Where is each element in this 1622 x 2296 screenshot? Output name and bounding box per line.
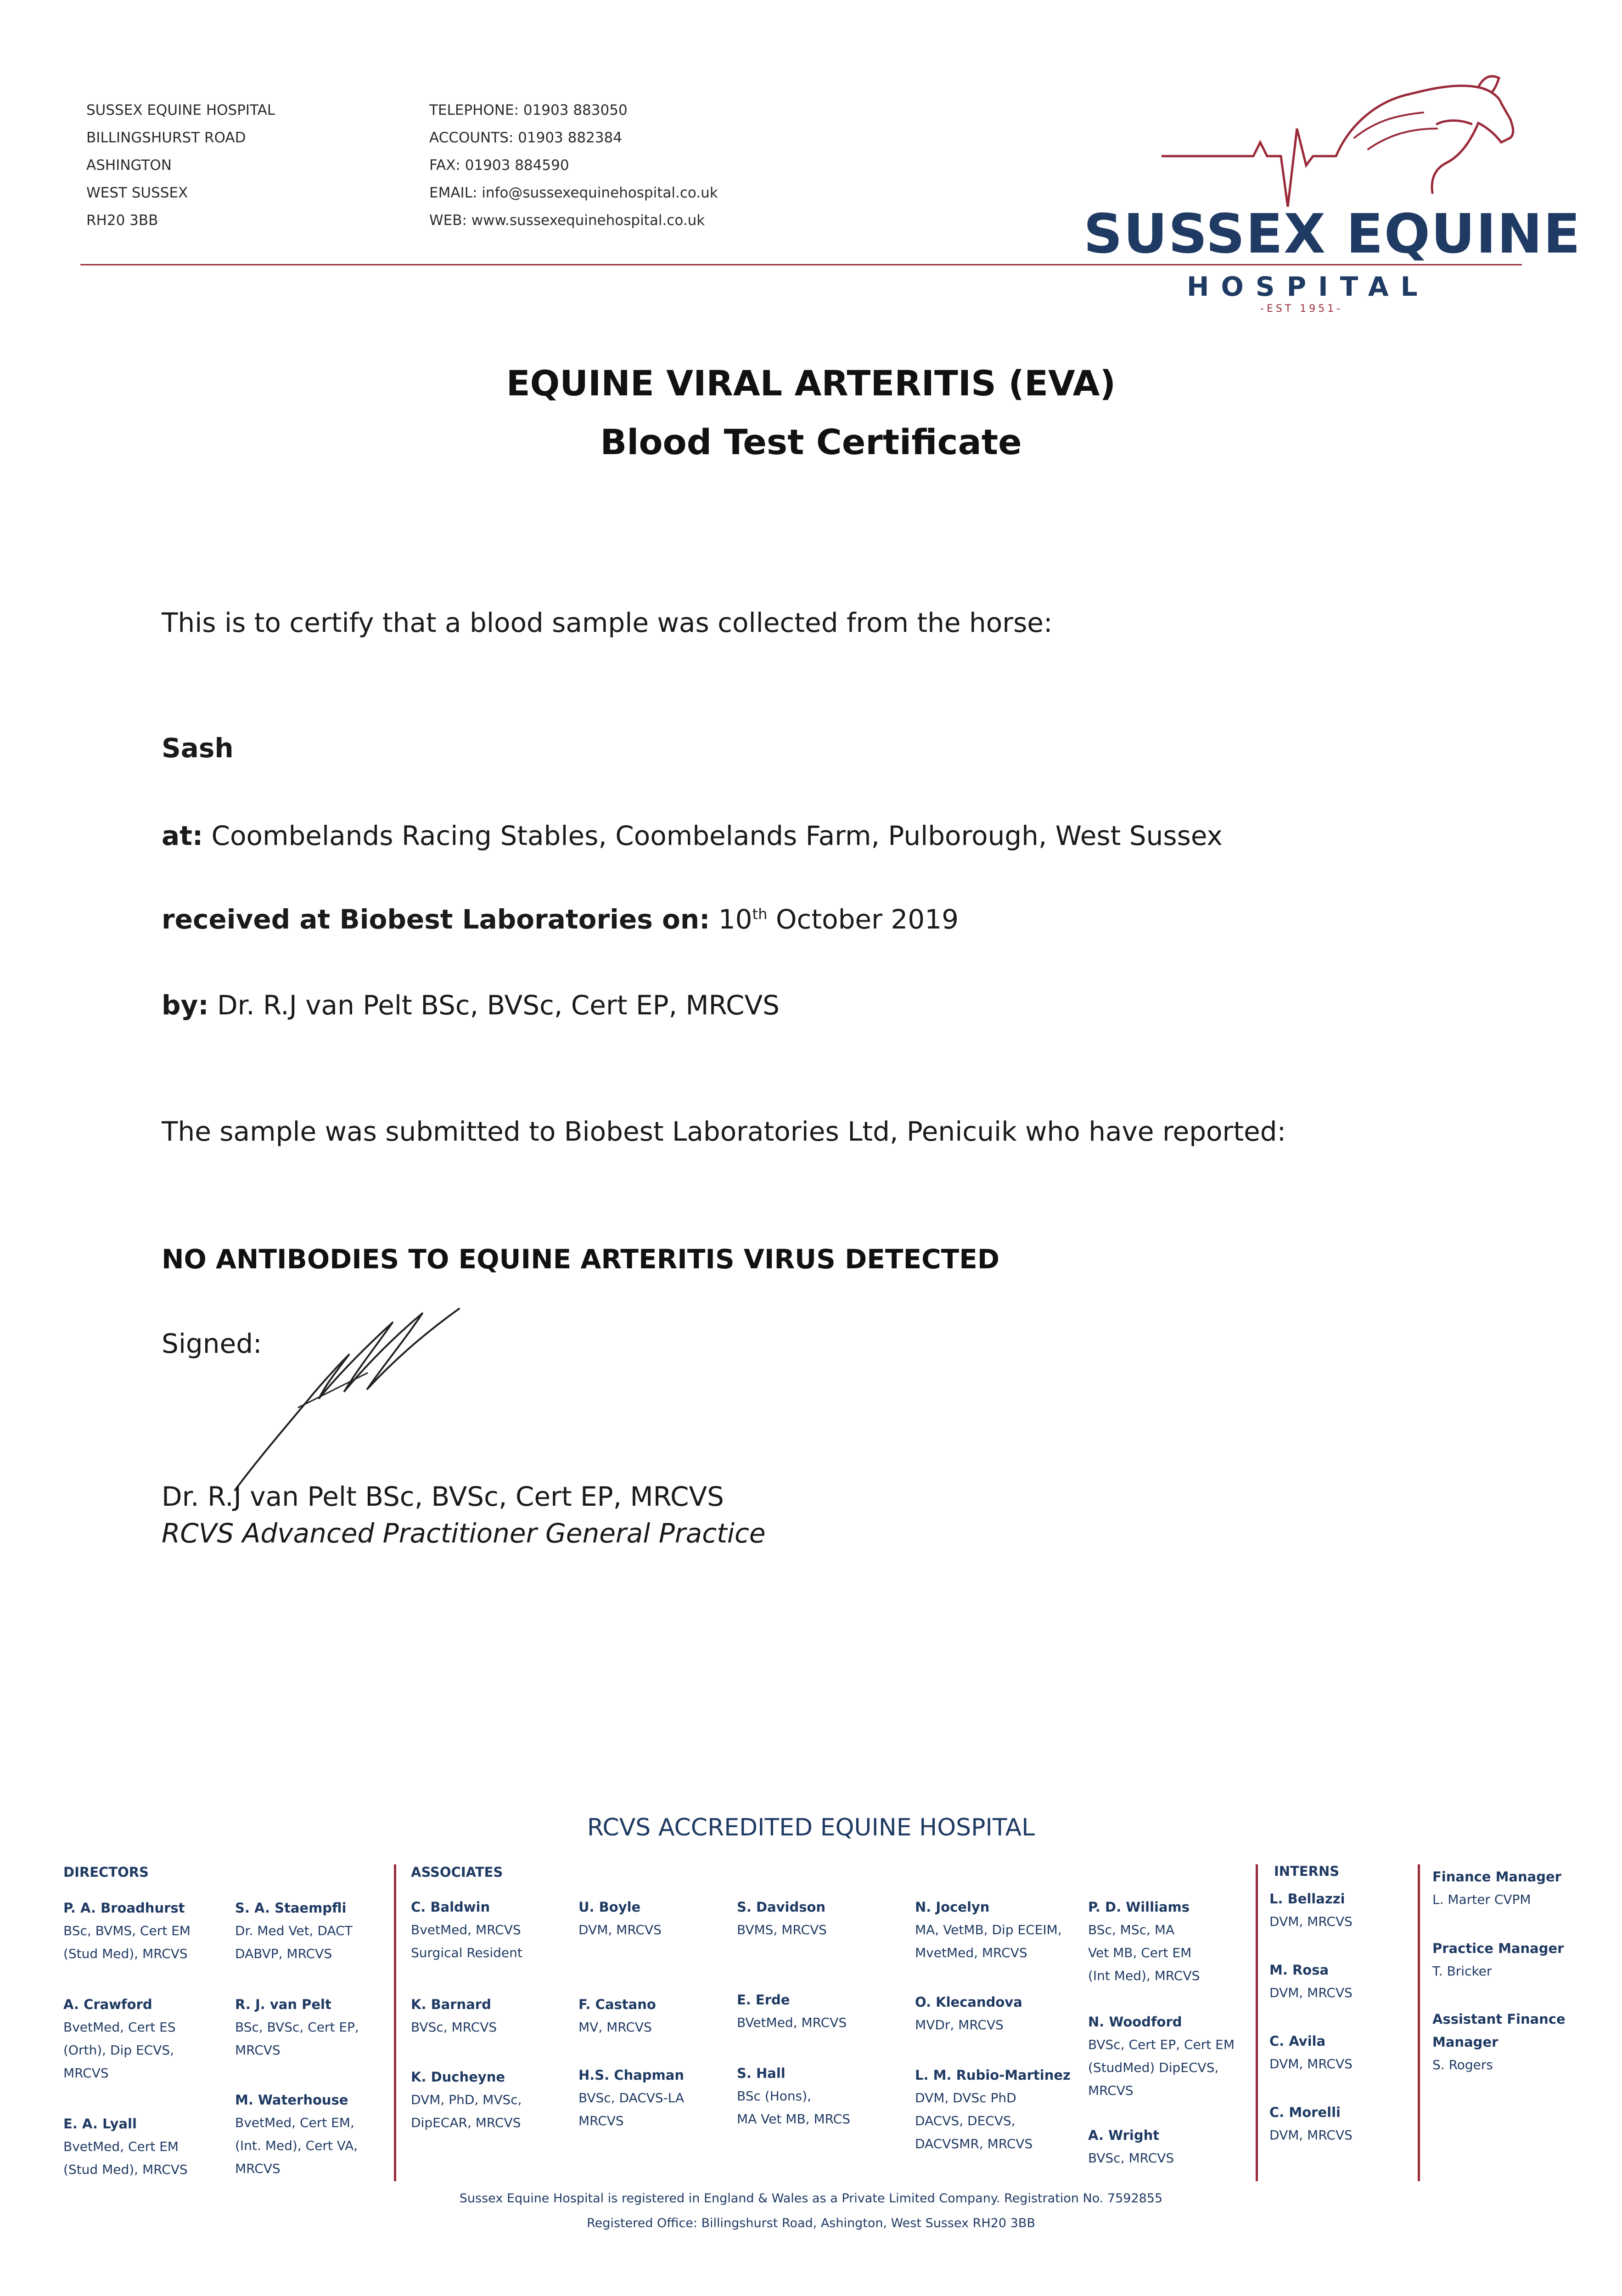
staff-role: Finance Manager: [1432, 1869, 1561, 1885]
fax: FAX: 01903 884590: [429, 157, 569, 174]
staff-role: Practice Manager: [1432, 1941, 1564, 1956]
directors-heading: DIRECTORS: [63, 1864, 149, 1880]
staff-qualification: BSc (Hons),: [737, 2088, 812, 2104]
staff-member: [411, 1993, 497, 2039]
footer-divider: [1256, 1864, 1258, 2181]
footer-divider: [394, 1864, 396, 2181]
staff-qualification: DVM, MRCVS: [1269, 2056, 1353, 2071]
staff-qualification: Dr. Med Vet, DACT: [235, 1923, 353, 1938]
staff-member: [1269, 2101, 1353, 2147]
staff-qualification: BvetMed, Cert EM,: [235, 2115, 354, 2130]
staff-member: [1432, 2008, 1566, 2077]
staff-member: [63, 2112, 188, 2181]
staff-qualification: MvetMed, MRCVS: [915, 1945, 1027, 1960]
signer-title: RCVS Advanced Practitioner General Practice: [162, 1518, 766, 1549]
staff-member: [1088, 1896, 1200, 1987]
email[interactable]: EMAIL: info@sussexequinehospital.co.uk: [429, 185, 718, 201]
staff-name: F. Castano: [578, 1997, 656, 2012]
staff-qualification: BSc, BVSc, Cert EP,: [235, 2020, 359, 2035]
address-line: ASHINGTON: [86, 157, 172, 174]
staff-role: Assistant Finance: [1432, 2011, 1566, 2027]
certificate-title: EQUINE VIRAL ARTERITIS (EVA): [506, 363, 1116, 404]
staff-member: [915, 2064, 1071, 2155]
staff-name: U. Boyle: [578, 1899, 641, 1915]
staff-role: Manager: [1432, 2034, 1499, 2050]
staff-qualification: MVDr, MRCVS: [915, 2017, 1004, 2032]
staff-name: T. Bricker: [1432, 1964, 1492, 1979]
certify-intro: This is to certify that a blood sample was collected from the horse:: [162, 607, 1053, 638]
staff-qualification: BVSc, MRCVS: [411, 2020, 497, 2035]
staff-member: [1269, 2030, 1353, 2076]
location-label: at:: [162, 820, 203, 851]
staff-qualification: MRCVS: [235, 2043, 281, 2058]
staff-name: P. A. Broadhurst: [63, 1900, 185, 1916]
staff-name: H.S. Chapman: [578, 2067, 684, 2083]
staff-name: C. Baldwin: [411, 1899, 490, 1915]
staff-name: L. M. Rubio-Martinez: [915, 2067, 1071, 2083]
staff-member: [915, 1896, 1062, 1964]
staff-name: N. Jocelyn: [915, 1899, 990, 1915]
staff-name: S. Davidson: [737, 1899, 826, 1915]
staff-member: [1269, 1887, 1353, 1933]
staff-qualification: BvetMed, MRCVS: [411, 1922, 521, 1937]
certificate-subtitle: Blood Test Certificate: [600, 422, 1022, 462]
received-line: [162, 904, 959, 935]
staff-qualification: DACVS, DECVS,: [915, 2113, 1016, 2128]
staff-qualification: DipECAR, MRCVS: [411, 2115, 521, 2130]
staff-member: [578, 2064, 684, 2133]
staff-qualification: (Int Med), MRCVS: [1088, 1968, 1200, 1983]
collected-by-value: Dr. R.J van Pelt BSc, BVSc, Cert EP, MRCVS: [217, 990, 780, 1021]
staff-qualification: (Int. Med), Cert VA,: [235, 2138, 358, 2153]
signer-name: Dr. R.J van Pelt BSc, BVSc, Cert EP, MRCVS: [162, 1481, 724, 1512]
staff-name: L. Marter CVPM: [1432, 1892, 1531, 1907]
staff-qualification: (Stud Med), MRCVS: [63, 1946, 188, 1961]
website[interactable]: WEB: www.sussexequinehospital.co.uk: [429, 212, 705, 229]
horse-name: Sash: [162, 732, 234, 764]
hospital-contacts: [429, 96, 718, 234]
staff-qualification: DACVSMR, MRCVS: [915, 2136, 1033, 2151]
hospital-address: [86, 96, 275, 234]
location-value: Coombelands Racing Stables, Coombelands Farm, Pulborough, West Sussex: [211, 820, 1223, 851]
staff-name: P. D. Williams: [1088, 1899, 1190, 1915]
location-line: [162, 820, 1223, 851]
staff-name: M. Waterhouse: [235, 2092, 348, 2108]
staff-qualification: BVSc, MRCVS: [1088, 2150, 1174, 2166]
staff-member: [63, 1896, 191, 1965]
staff-name: A. Wright: [1088, 2127, 1160, 2143]
staff-qualification: DVM, MRCVS: [1269, 2127, 1353, 2143]
signed-label: Signed:: [162, 1328, 262, 1359]
staff-qualification: DVM, MRCVS: [578, 1922, 662, 1937]
staff-qualification: BVSc, DACVS-LA: [578, 2090, 685, 2105]
test-result: NO ANTIBODIES TO EQUINE ARTERITIS VIRUS DETECTED: [162, 1244, 999, 1275]
logo-subword: HOSPITAL: [1187, 271, 1430, 302]
staff-qualification: MRCVS: [63, 2065, 109, 2081]
staff-member: [1432, 1865, 1561, 1911]
staff-member: [411, 1896, 522, 1964]
staff-qualification: DABVP, MRCVS: [235, 1946, 332, 1961]
logo-wordmark: SUSSEX EQUINE: [1083, 202, 1582, 265]
staff-qualification: DVM, MRCVS: [1269, 1985, 1353, 2000]
staff-qualification: DVM, MRCVS: [1269, 1914, 1353, 1929]
footer-divider: [1418, 1864, 1420, 2181]
staff-qualification: MA, VetMB, Dip ECEIM,: [915, 1922, 1062, 1937]
staff-qualification: BSc, MSc, MA: [1088, 1922, 1175, 1937]
staff-member: [63, 1993, 176, 2085]
staff-qualification: MRCVS: [578, 2113, 624, 2128]
staff-name: O. Klecandova: [915, 1994, 1022, 2010]
staff-qualification: DVM, PhD, MVSc,: [411, 2092, 522, 2107]
staff-qualification: BvetMed, Cert ES: [63, 2020, 176, 2035]
received-day: 10: [718, 904, 752, 935]
horse-heartbeat-logo-icon: [1162, 69, 1520, 220]
staff-name: R. J. van Pelt: [235, 1997, 331, 2012]
staff-qualification: BVetMed, MRCVS: [737, 2015, 847, 2030]
staff-qualification: BVMS, MRCVS: [737, 1922, 827, 1937]
staff-qualification: BvetMed, Cert EM: [63, 2139, 179, 2154]
staff-member: [1088, 2010, 1235, 2102]
signature-icon: [230, 1304, 505, 1497]
logo-established: -EST 1951-: [1260, 303, 1343, 315]
staff-member: [915, 1991, 1022, 2037]
staff-qualification: (Stud Med), MRCVS: [63, 2162, 188, 2177]
staff-qualification: MA Vet MB, MRCS: [737, 2111, 851, 2127]
staff-qualification: (StudMed) DipECVS,: [1088, 2060, 1219, 2075]
collected-by-label: by:: [162, 990, 209, 1021]
staff-member: [1088, 2124, 1174, 2170]
staff-name: S. Hall: [737, 2065, 786, 2081]
staff-name: E. A. Lyall: [63, 2116, 137, 2132]
received-day-suffix: th: [752, 905, 768, 923]
received-label: received at Biobest Laboratories on:: [162, 904, 710, 935]
staff-qualification: Surgical Resident: [411, 1945, 522, 1960]
staff-qualification: BVSc, Cert EP, Cert EM: [1088, 2037, 1235, 2052]
staff-member: [578, 1993, 656, 2039]
staff-name: C. Avila: [1269, 2033, 1326, 2049]
staff-name: E. Erde: [737, 1992, 790, 2008]
staff-member: [1269, 1958, 1353, 2004]
accounts-phone: ACCOUNTS: 01903 882384: [429, 129, 622, 146]
staff-member: [235, 1993, 359, 2062]
staff-qualification: MRCVS: [235, 2161, 281, 2176]
staff-qualification: MV, MRCVS: [578, 2020, 652, 2035]
registration-statement: Sussex Equine Hospital is registered in England & Wales as a Private Limited Company. Registration No. 7592855: [459, 2191, 1163, 2206]
address-line: SUSSEX EQUINE HOSPITAL: [86, 102, 275, 118]
staff-member: [411, 2065, 522, 2134]
interns-heading: INTERNS: [1274, 1863, 1340, 1879]
staff-qualification: Vet MB, Cert EM: [1088, 1945, 1192, 1960]
staff-member: [235, 2088, 358, 2180]
staff-qualification: DVM, DVSc PhD: [915, 2090, 1016, 2105]
staff-name: S. Rogers: [1432, 2057, 1493, 2072]
staff-qualification: BSc, BVMS, Cert EM: [63, 1923, 191, 1938]
registered-office: Registered Office: Billingshurst Road, Ashington, West Sussex RH20 3BB: [587, 2216, 1035, 2230]
associates-heading: ASSOCIATES: [411, 1864, 503, 1880]
staff-name: M. Rosa: [1269, 1962, 1329, 1978]
staff-name: C. Morelli: [1269, 2105, 1341, 2120]
address-line: RH20 3BB: [86, 212, 158, 229]
rcvs-accreditation: RCVS ACCREDITED EQUINE HOSPITAL: [587, 1814, 1035, 1841]
staff-name: K. Barnard: [411, 1997, 491, 2012]
received-date-rest: October 2019: [775, 904, 959, 935]
staff-member: [737, 1988, 847, 2034]
address-line: BILLINGSHURST ROAD: [86, 129, 246, 146]
staff-member: [737, 1896, 827, 1941]
telephone: TELEPHONE: 01903 883050: [429, 102, 628, 118]
staff-member: [1432, 1937, 1564, 1983]
submission-statement: The sample was submitted to Biobest Laboratories Ltd, Penicuik who have reported:: [162, 1116, 1286, 1147]
staff-name: L. Bellazzi: [1269, 1891, 1345, 1907]
address-line: WEST SUSSEX: [86, 185, 188, 201]
staff-member: [235, 1896, 353, 1965]
staff-member: [737, 2062, 850, 2131]
staff-name: S. A. Staempfli: [235, 1900, 347, 1916]
staff-qualification: MRCVS: [1088, 2083, 1134, 2098]
staff-name: K. Ducheyne: [411, 2069, 505, 2085]
staff-member: [578, 1896, 662, 1941]
staff-qualification: (Orth), Dip ECVS,: [63, 2043, 174, 2058]
staff-name: A. Crawford: [63, 1997, 152, 2012]
staff-name: N. Woodford: [1088, 2014, 1182, 2030]
collected-by-line: [162, 990, 780, 1021]
